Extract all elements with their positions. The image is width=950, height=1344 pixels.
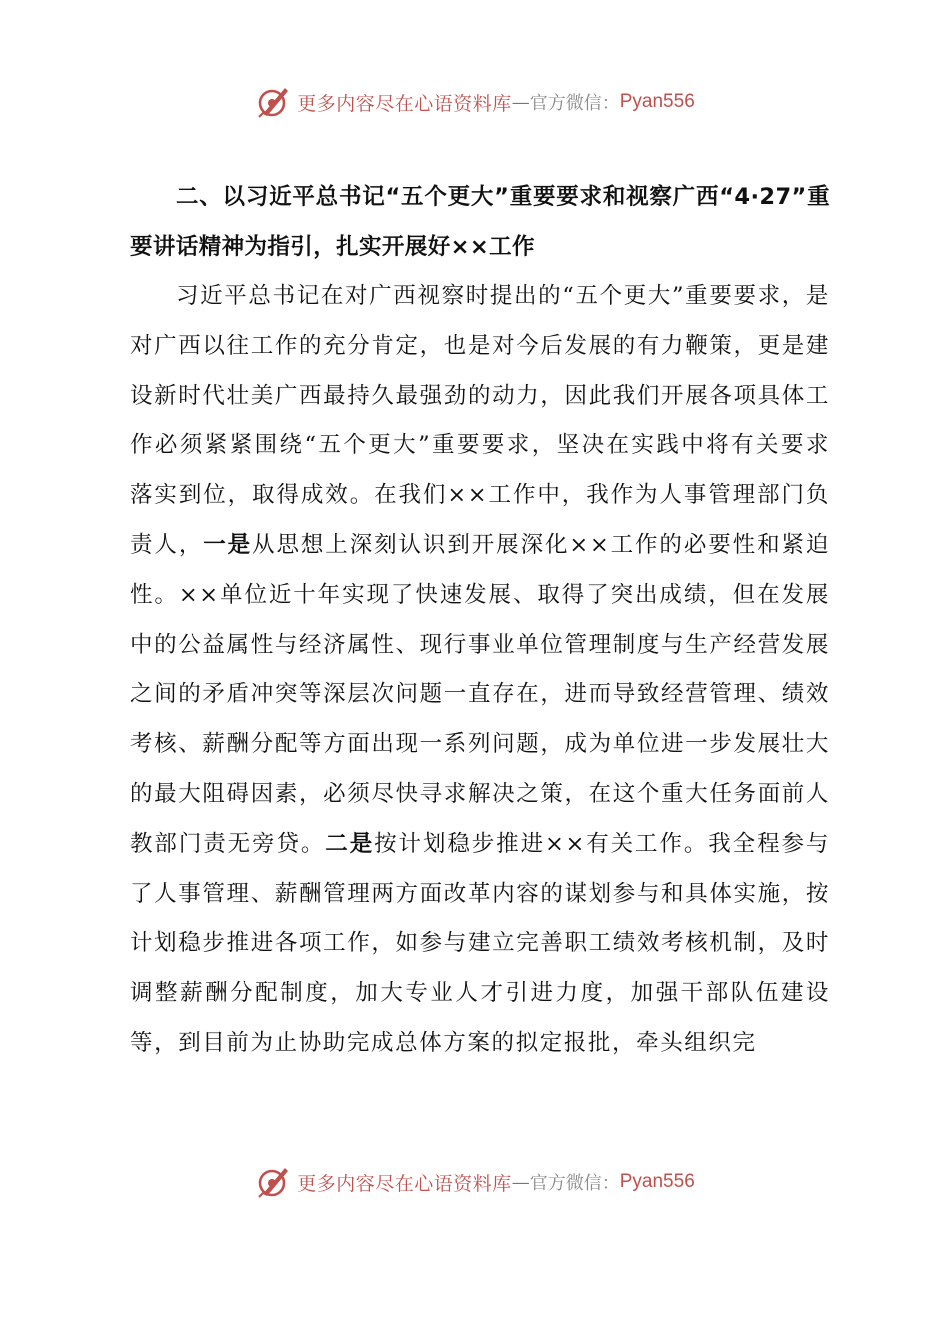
quill-pen-logo-icon <box>255 1164 291 1200</box>
point-one-label: 一是 <box>203 531 253 558</box>
watermark-brand-text: 更多内容尽在心语资料库 <box>297 92 512 115</box>
header-watermark-banner <box>0 82 950 122</box>
watermark-wechat-label: 官方微信： <box>529 93 620 114</box>
paragraph-intro: 习近平总书记在对广西视察时提出的“五个更大”重要要求，是对广西以往工作的充分肯定，也是对今后发展的有力鞭策，更是建设新时代壮美广西最持久最强劲的动力，因此我们开展各项具体工作必须紧紧围绕“五个更大”重要要求，坚决在实践中将有关要求落实到位，取得成效。在我们××工作中，我作为人事管理部门负责人， <box>130 283 830 558</box>
point-two-label: 二是 <box>325 830 375 857</box>
watermark-wechat-id: Pyan556 <box>619 91 695 112</box>
quill-pen-logo-icon <box>255 84 291 120</box>
watermark-separator: — <box>511 91 530 113</box>
footer-watermark-banner <box>0 1162 950 1202</box>
watermark-wechat-id: Pyan556 <box>619 1171 695 1192</box>
section-heading: 二、以习近平总书记“五个更大”重要要求和视察广西“4·27”重要讲话精神为指引，扎实开展好××工作 <box>130 184 830 260</box>
watermark-wechat-label: 官方微信： <box>529 1173 620 1194</box>
body-paragraph <box>130 272 830 1069</box>
point-one-text: 从思想上深刻认识到开展深化××工作的必要性和紧迫性。××单位近十年实现了快速发展、取得了突出成绩，但在发展中的公益属性与经济属性、现行事业单位管理制度与生产经营发展之间的矛盾冲突等深层次问题一直存在，进而导致经营管理、绩效考核、薪酬分配等方面出现一系列问题，成为单位进一步发展壮大的最大阻碍因素，必须尽快寻求解决之策，在这个重大任务面前人教部门责无旁贷。 <box>130 531 830 857</box>
document-body <box>130 172 830 1069</box>
watermark-separator: — <box>511 1171 530 1193</box>
point-two-text: 按计划稳步推进××有关工作。我全程参与了人事管理、薪酬管理两方面改革内容的谋划参与和具体实施，按计划稳步推进各项工作，如参与建立完善职工绩效考核机制，及时调整薪酬分配制度，加大专业人才引进力度，加强干部队伍建设等，到目前为止协助完成总体方案的拟定报批，牵头组织完 <box>130 830 831 1056</box>
watermark-brand-text: 更多内容尽在心语资料库 <box>297 1172 512 1195</box>
